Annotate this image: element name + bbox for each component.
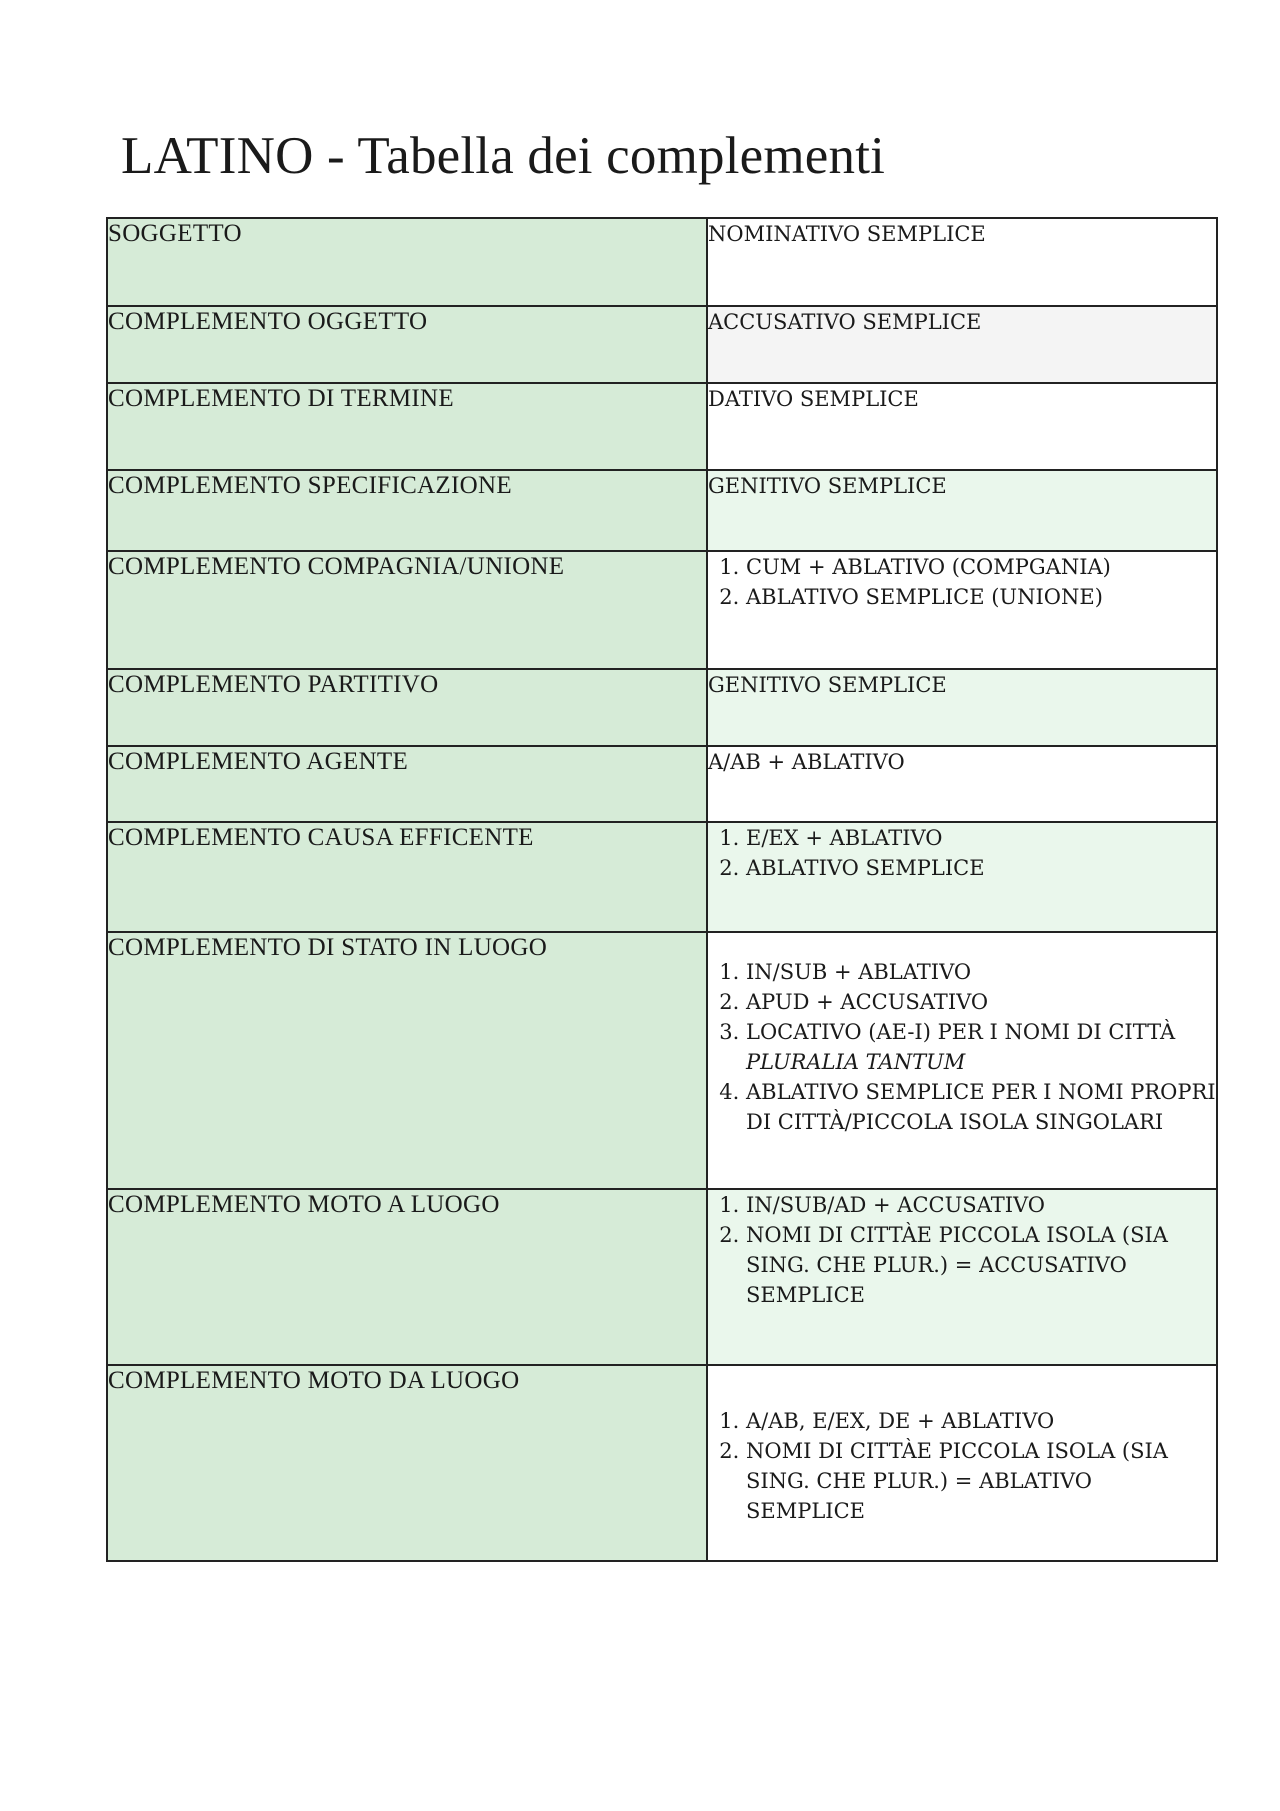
table-row <box>107 1365 1217 1561</box>
complement-name: SOGGETTO <box>107 218 707 306</box>
list-item: 2. ABLATIVO SEMPLICE <box>746 853 1216 883</box>
latin-case <box>707 932 1217 1189</box>
complement-name: COMPLEMENTO SPECIFICAZIONE <box>107 470 707 551</box>
latin-case: ACCUSATIVO SEMPLICE <box>707 306 1217 383</box>
complement-name: COMPLEMENTO DI STATO IN LUOGO <box>107 932 707 1189</box>
complement-name: COMPLEMENTO DI TERMINE <box>107 383 707 470</box>
latin-case <box>707 551 1217 669</box>
complement-name: COMPLEMENTO PARTITIVO <box>107 669 707 746</box>
table-row <box>107 306 1217 383</box>
latin-case: GENITIVO SEMPLICE <box>707 470 1217 551</box>
list-item: 1. IN/SUB + ABLATIVO <box>746 957 1216 987</box>
complement-name: COMPLEMENTO MOTO DA LUOGO <box>107 1365 707 1561</box>
table-row <box>107 383 1217 470</box>
list-item: 1. A/AB, E/EX, DE + ABLATIVO <box>746 1406 1216 1436</box>
complement-name: COMPLEMENTO AGENTE <box>107 746 707 822</box>
case-list <box>708 1190 1216 1310</box>
table-row <box>107 551 1217 669</box>
list-item: 2. APUD + ACCUSATIVO <box>746 987 1216 1017</box>
table-row <box>107 932 1217 1189</box>
list-item: 1. E/EX + ABLATIVO <box>746 823 1216 853</box>
latin-case: DATIVO SEMPLICE <box>707 383 1217 470</box>
latin-case <box>707 822 1217 932</box>
list-item: 2. NOMI DI CITTÀE PICCOLA ISOLA (SIA SING. CHE PLUR.) = ABLATIVO SEMPLICE <box>746 1436 1216 1526</box>
latin-case <box>707 1365 1217 1561</box>
latin-case <box>707 1189 1217 1365</box>
table-row <box>107 669 1217 746</box>
latin-case: A/AB + ABLATIVO <box>707 746 1217 822</box>
case-list <box>708 1406 1216 1526</box>
latin-case: GENITIVO SEMPLICE <box>707 669 1217 746</box>
table-row <box>107 746 1217 822</box>
list-item: 2. ABLATIVO SEMPLICE (UNIONE) <box>746 582 1216 612</box>
list-item: 4. ABLATIVO SEMPLICE PER I NOMI PROPRI DI CITTÀ/PICCOLA ISOLA SINGOLARI <box>746 1077 1216 1137</box>
list-item: 1. CUM + ABLATIVO (COMPGANIA) <box>746 552 1216 582</box>
complement-name: COMPLEMENTO OGGETTO <box>107 306 707 383</box>
italic-note: PLURALIA TANTUM <box>746 1050 966 1074</box>
page-title: LATINO - Tabella dei complementi <box>121 127 886 185</box>
case-list <box>708 823 1216 883</box>
case-list <box>708 957 1216 1137</box>
complement-name: COMPLEMENTO COMPAGNIA/UNIONE <box>107 551 707 669</box>
complements-table <box>106 217 1218 1562</box>
table-row <box>107 822 1217 932</box>
complement-name: COMPLEMENTO CAUSA EFFICENTE <box>107 822 707 932</box>
list-item: 2. NOMI DI CITTÀE PICCOLA ISOLA (SIA SING. CHE PLUR.) = ACCUSATIVO SEMPLICE <box>746 1220 1216 1310</box>
list-item: 1. IN/SUB/AD + ACCUSATIVO <box>746 1190 1216 1220</box>
table-row <box>107 470 1217 551</box>
latin-case: NOMINATIVO SEMPLICE <box>707 218 1217 306</box>
list-item-text: LOCATIVO (AE-I) PER I NOMI DI CITTÀ <box>746 1020 1176 1044</box>
case-list <box>708 552 1216 612</box>
complement-name: COMPLEMENTO MOTO A LUOGO <box>107 1189 707 1365</box>
table-row <box>107 218 1217 306</box>
table-row <box>107 1189 1217 1365</box>
list-item <box>746 1017 1216 1077</box>
